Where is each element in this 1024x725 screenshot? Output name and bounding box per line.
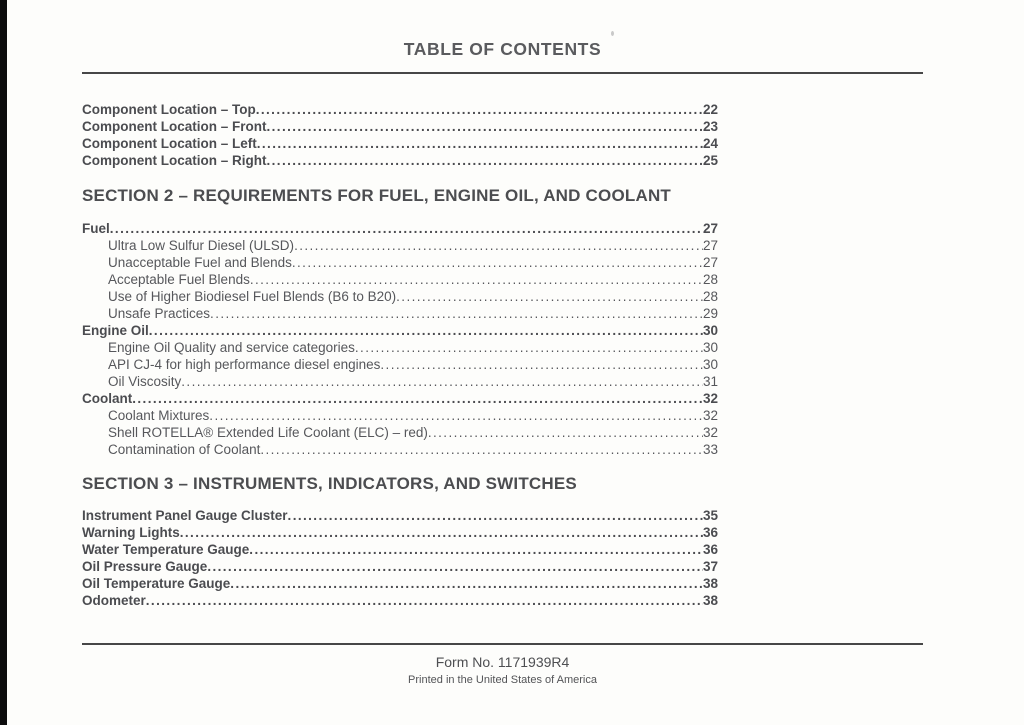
toc-front-entries	[82, 101, 718, 169]
dot-leader	[260, 441, 703, 458]
dot-leader	[257, 135, 703, 152]
dot-leader	[181, 373, 703, 390]
page-title: TABLE OF CONTENTS	[403, 39, 602, 59]
toc-entry-page: 22	[702, 102, 718, 117]
toc-entry-label: Component Location – Front	[82, 119, 267, 134]
toc-entry	[82, 441, 718, 458]
toc-entry	[82, 101, 718, 118]
toc-entry-label: Coolant Mixtures	[108, 408, 210, 423]
toc-entry-label: Warning Lights	[82, 525, 180, 540]
toc-entry	[82, 135, 718, 152]
toc-entry-page: 30	[702, 357, 718, 372]
dot-leader	[355, 339, 703, 356]
toc-entry	[82, 220, 718, 237]
toc-entry-label: Acceptable Fuel Blends	[108, 272, 250, 287]
horizontal-rule-top	[82, 72, 923, 74]
toc-entry-page: 32	[702, 391, 718, 406]
toc-entry-label: Ultra Low Sulfur Diesel (ULSD)	[108, 238, 295, 253]
toc-entry-page: 28	[702, 272, 718, 287]
toc-entry-label: Engine Oil Quality and service categories	[108, 340, 355, 355]
dot-leader	[396, 288, 703, 305]
toc-entry	[82, 271, 718, 288]
dot-leader	[146, 592, 703, 609]
dot-leader	[180, 524, 703, 541]
footer-printed-in: Printed in the United States of America	[408, 674, 597, 686]
dot-leader	[294, 237, 703, 254]
dot-leader	[210, 305, 703, 322]
toc-entry-label: Component Location – Right	[82, 153, 267, 168]
dot-leader	[250, 271, 703, 288]
toc-entry-label: Engine Oil	[82, 323, 149, 338]
toc-entry	[82, 558, 718, 575]
dot-leader	[209, 407, 703, 424]
toc-entry	[82, 288, 718, 305]
toc-entry-page: 30	[702, 340, 718, 355]
dot-leader	[132, 390, 703, 407]
dot-leader	[380, 356, 703, 373]
toc-entry-label: Oil Temperature Gauge	[82, 576, 231, 591]
dot-leader	[230, 575, 703, 592]
dot-leader	[110, 220, 703, 237]
dot-leader	[292, 254, 703, 271]
dot-leader	[267, 152, 703, 169]
toc-entry-label: Oil Pressure Gauge	[82, 559, 208, 574]
toc-entry	[82, 305, 718, 322]
toc-entry	[82, 322, 718, 339]
dot-leader	[428, 424, 703, 441]
toc-entry-label: API CJ-4 for high performance diesel engines	[108, 357, 381, 372]
toc-entry	[82, 152, 718, 169]
toc-entry-label: Instrument Panel Gauge Cluster	[82, 508, 288, 523]
toc-entry	[82, 424, 718, 441]
toc-entry-page: 36	[702, 542, 718, 557]
toc-entry-label: Component Location – Left	[82, 136, 257, 151]
toc-entry-label: Contamination of Coolant	[108, 442, 261, 457]
toc-entry-label: Component Location – Top	[82, 102, 256, 117]
toc-entry-page: 35	[702, 508, 718, 523]
section-2-heading: SECTION 2 – REQUIREMENTS FOR FUEL, ENGINE OIL, AND COOLANT	[82, 186, 672, 205]
toc-entry-label: Oil Viscosity	[108, 374, 182, 389]
scan-speck	[611, 31, 614, 36]
toc-entry-page: 31	[702, 374, 718, 389]
toc-entry	[82, 390, 718, 407]
toc-entry	[82, 237, 718, 254]
toc-entry-page: 36	[702, 525, 718, 540]
toc-entry-page: 33	[702, 442, 718, 457]
toc-entry	[82, 339, 718, 356]
toc-entry-label: Coolant	[82, 391, 133, 406]
dot-leader	[149, 322, 703, 339]
toc-entry-label: Unacceptable Fuel and Blends	[108, 255, 292, 270]
toc-entry	[82, 541, 718, 558]
toc-entry-label: Fuel	[82, 221, 110, 236]
toc-entry	[82, 507, 718, 524]
scan-binding-edge	[0, 0, 7, 725]
dot-leader	[256, 101, 703, 118]
toc-entry-page: 37	[702, 559, 718, 574]
toc-entry-page: 25	[702, 153, 718, 168]
horizontal-rule-bottom	[82, 643, 923, 645]
toc-entry	[82, 407, 718, 424]
toc-entry-page: 38	[702, 593, 718, 608]
toc-section2-entries	[82, 220, 718, 458]
toc-entry-page: 32	[702, 425, 718, 440]
toc-entry	[82, 373, 718, 390]
dot-leader	[267, 118, 703, 135]
toc-entry-label: Shell ROTELLA® Extended Life Coolant (ELC) – red)	[108, 425, 428, 440]
page-content	[82, 0, 923, 725]
toc-entry-page: 29	[702, 306, 718, 321]
toc-entry-page: 27	[702, 238, 718, 253]
toc-entry	[82, 254, 718, 271]
toc-entry	[82, 524, 718, 541]
toc-entry-page: 28	[702, 289, 718, 304]
toc-entry	[82, 575, 718, 592]
toc-entry	[82, 118, 718, 135]
toc-entry-page: 24	[702, 136, 718, 151]
footer-form-number: Form No. 1171939R4	[435, 654, 570, 670]
section-3-heading: SECTION 3 – INSTRUMENTS, INDICATORS, AND SWITCHES	[82, 474, 577, 493]
toc-entry-page: 23	[702, 119, 718, 134]
toc-entry	[82, 592, 718, 609]
dot-leader	[288, 507, 703, 524]
toc-entry	[82, 356, 718, 373]
toc-entry-label: Use of Higher Biodiesel Fuel Blends (B6 to B20)	[108, 289, 397, 304]
toc-entry-page: 27	[702, 221, 718, 236]
toc-entry-label: Unsafe Practices	[108, 306, 211, 321]
toc-entry-page: 38	[702, 576, 718, 591]
toc-section3-entries	[82, 507, 718, 609]
toc-entry-page: 30	[702, 323, 718, 338]
toc-entry-label: Water Temperature Gauge	[82, 542, 250, 557]
toc-entry-page: 27	[702, 255, 718, 270]
toc-entry-page: 32	[702, 408, 718, 423]
dot-leader	[249, 541, 703, 558]
toc-entry-label: Odometer	[82, 593, 146, 608]
dot-leader	[207, 558, 703, 575]
